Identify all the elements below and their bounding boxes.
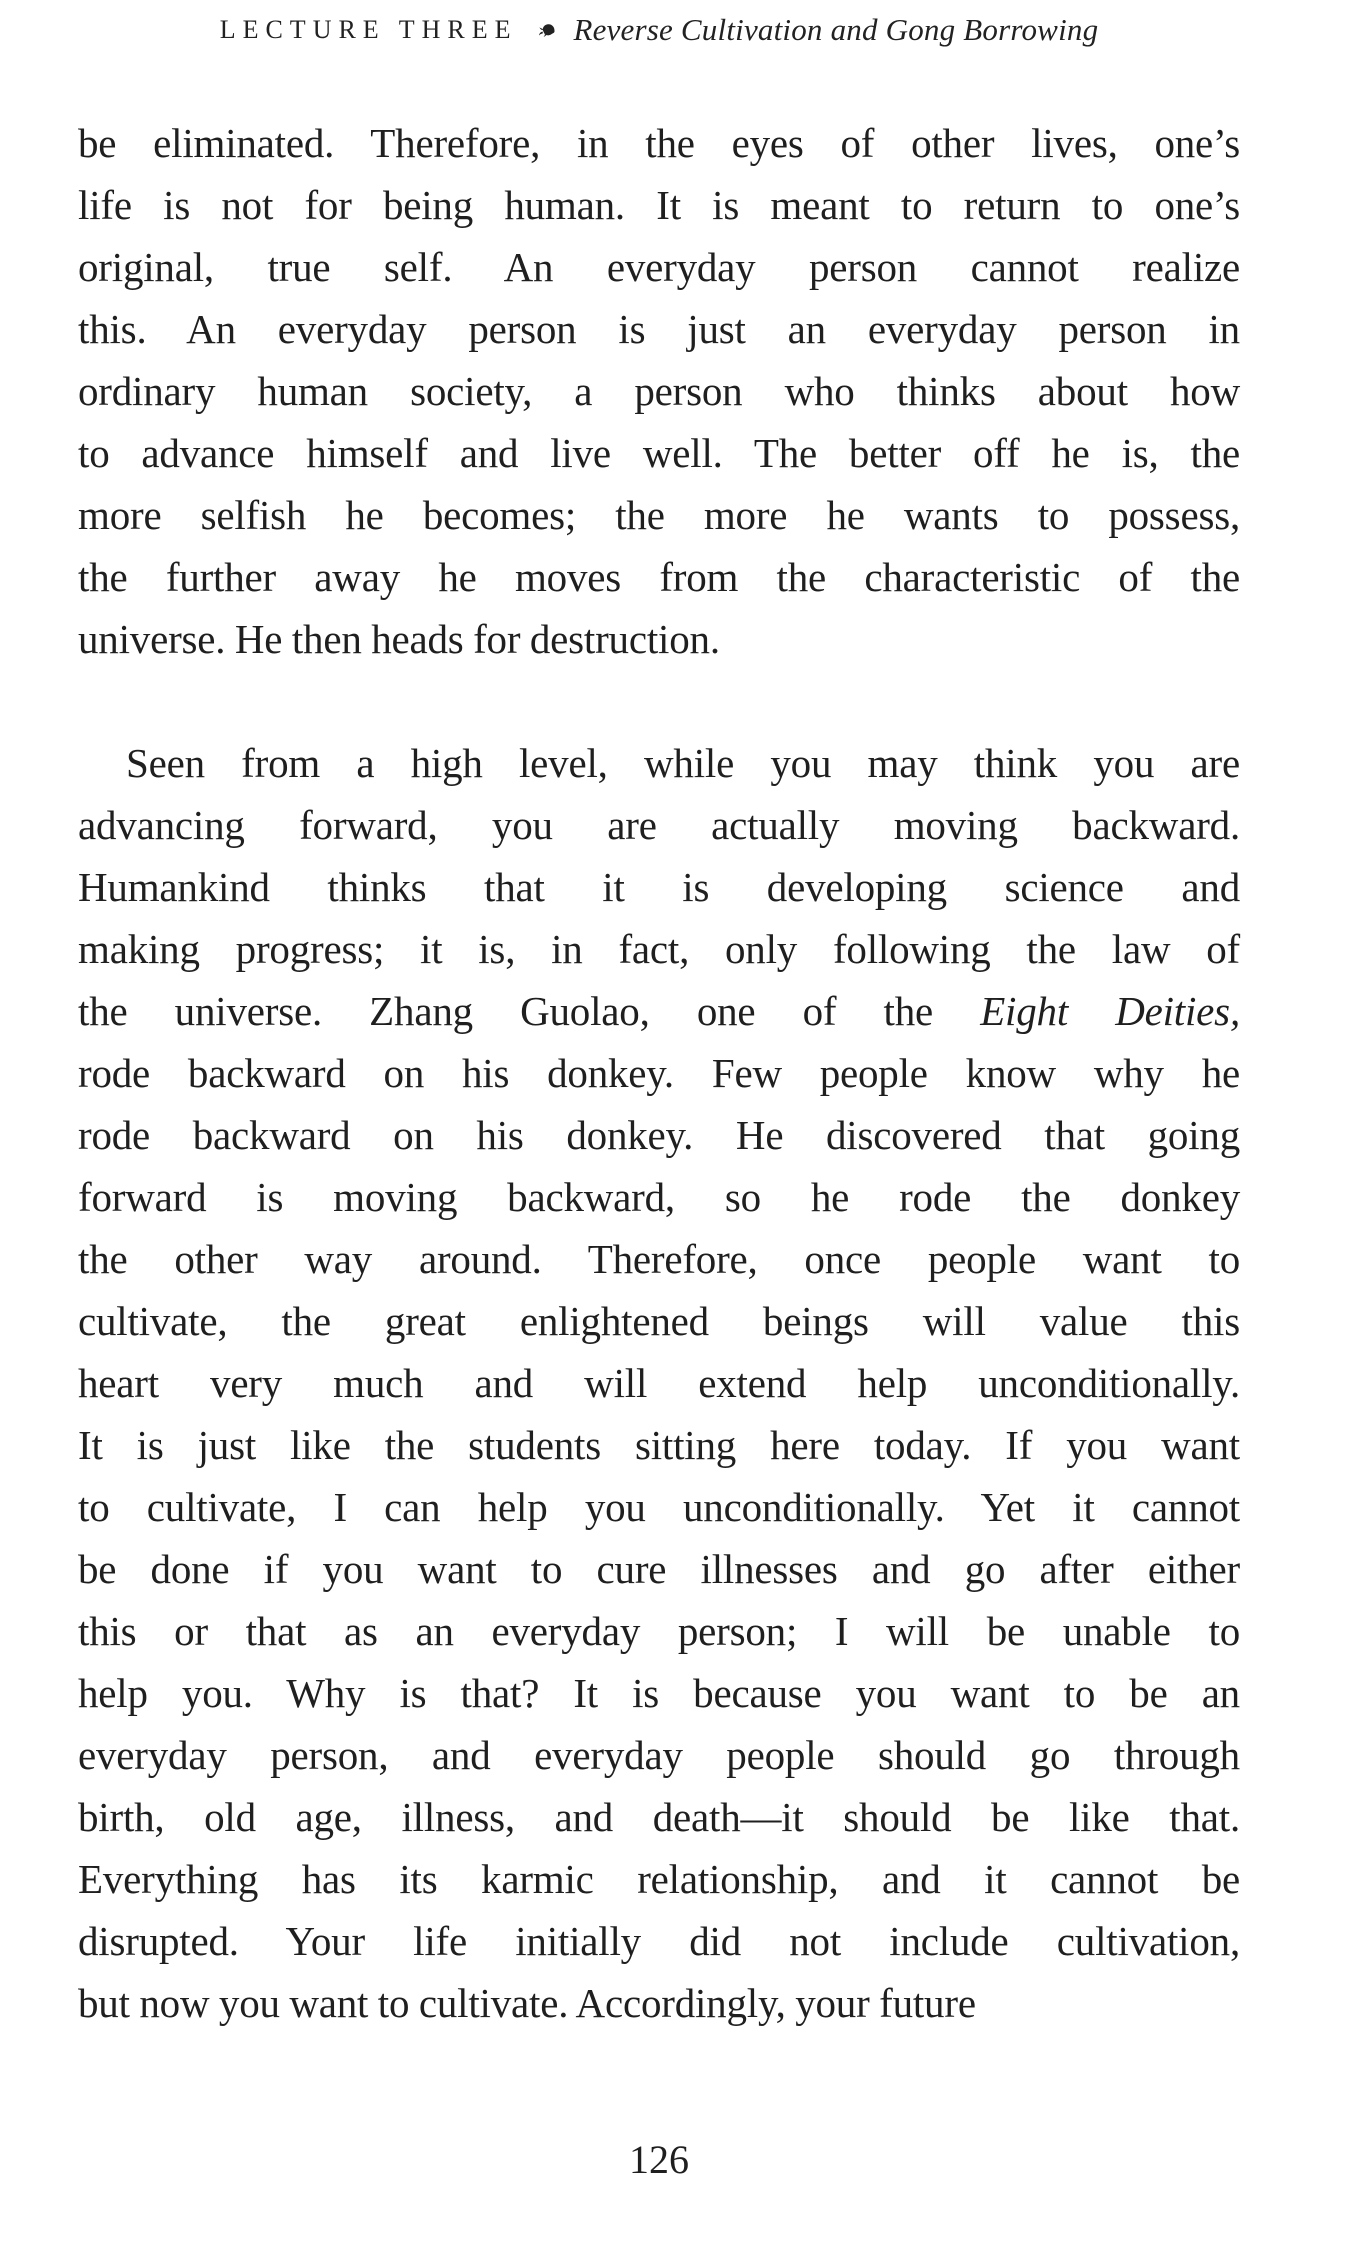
fleuron-icon [533,19,557,43]
section-label: LECTURE THREE [219,15,518,44]
text-segment: more selfish he becomes; the more he wants to possess, [78,492,1240,538]
text-line [78,1848,1240,1910]
text-segment: forward is moving backward, so he rode the donkey [78,1174,1240,1220]
text-line [78,918,1240,980]
text-line [78,236,1240,298]
text-segment: help you. Why is that? It is because you want to be an [78,1670,1240,1716]
text-line [78,1786,1240,1848]
text-line [78,298,1240,360]
text-line [78,1104,1240,1166]
text-segment: life is not for being human. It is meant to return to one’s [78,182,1240,228]
text-line [78,174,1240,236]
text-segment: be done if you want to cure illnesses and go after either [78,1546,1240,1592]
text-segment: the other way around. Therefore, once people want to [78,1236,1240,1282]
text-segment: rode backward on his donkey. Few people know why he [78,1050,1240,1096]
text-segment: disrupted. Your life initially did not include cultivation, [78,1918,1240,1964]
text-segment: cultivate, the great enlightened beings will value this [78,1298,1240,1344]
paragraph [78,732,1240,2034]
text-segment: to cultivate, I can help you unconditionally. Yet it cannot [78,1484,1240,1530]
text-segment: making progress; it is, in fact, only following the law of [78,926,1240,972]
text-line [78,1042,1240,1104]
text-line [78,1724,1240,1786]
text-segment: It is just like the students sitting here today. If you want [78,1422,1240,1468]
text-segment: Humankind thinks that it is developing science and [78,864,1240,910]
text-line [78,1476,1240,1538]
text-segment: but now you want to cultivate. Accordingly, your future [78,1980,976,2026]
text-segment: advancing forward, you are actually moving backward. [78,802,1240,848]
text-segment: universe. He then heads for destruction. [78,616,720,662]
text-line [78,794,1240,856]
text-line [78,1662,1240,1724]
text-line [78,1538,1240,1600]
text-segment: this or that as an everyday person; I will be unable to [78,1608,1240,1654]
text-segment: the further away he moves from the characteristic of the [78,554,1240,600]
text-segment: original, true self. An everyday person cannot realize [78,244,1240,290]
text-segment: Seen from a high level, while you may think you are [126,740,1240,786]
text-line [78,112,1240,174]
text-segment: Everything has its karmic relationship, and it cannot be [78,1856,1240,1902]
text-line [78,1166,1240,1228]
text-line [78,546,1240,608]
page-number: 126 [629,2137,689,2182]
text-segment: rode backward on his donkey. He discovered that going [78,1112,1240,1158]
text-segment: this. An everyday person is just an everyday person in [78,306,1240,352]
text-segment: birth, old age, illness, and death—it should be like that. [78,1794,1240,1840]
running-header [78,12,1240,48]
text-line [78,1972,1240,2034]
text-segment: heart very much and will extend help unconditionally. [78,1360,1240,1406]
text-segment: be eliminated. Therefore, in the eyes of other lives, one’s [78,120,1240,166]
text-line [78,484,1240,546]
text-segment: the universe. Zhang Guolao, one of the [78,988,981,1034]
text-line [78,608,1240,670]
text-line [78,980,1240,1042]
text-line [78,1352,1240,1414]
text-line [78,856,1240,918]
text-line [78,1414,1240,1476]
text-segment: ordinary human society, a person who thinks about how [78,368,1240,414]
text-line [78,1600,1240,1662]
text-line [78,1290,1240,1352]
text-segment: to advance himself and live well. The better off he is, the [78,430,1240,476]
text-line [78,1910,1240,1972]
chapter-title: Reverse Cultivation and Gong Borrowing [573,12,1099,47]
text-line [78,422,1240,484]
text-segment: everyday person, and everyday people should go through [78,1732,1240,1778]
paragraph [78,112,1240,670]
italic-text-segment: Eight Deities, [980,988,1240,1034]
text-line [78,1228,1240,1290]
page-body [78,112,1240,2034]
text-line [78,732,1240,794]
text-line [78,360,1240,422]
